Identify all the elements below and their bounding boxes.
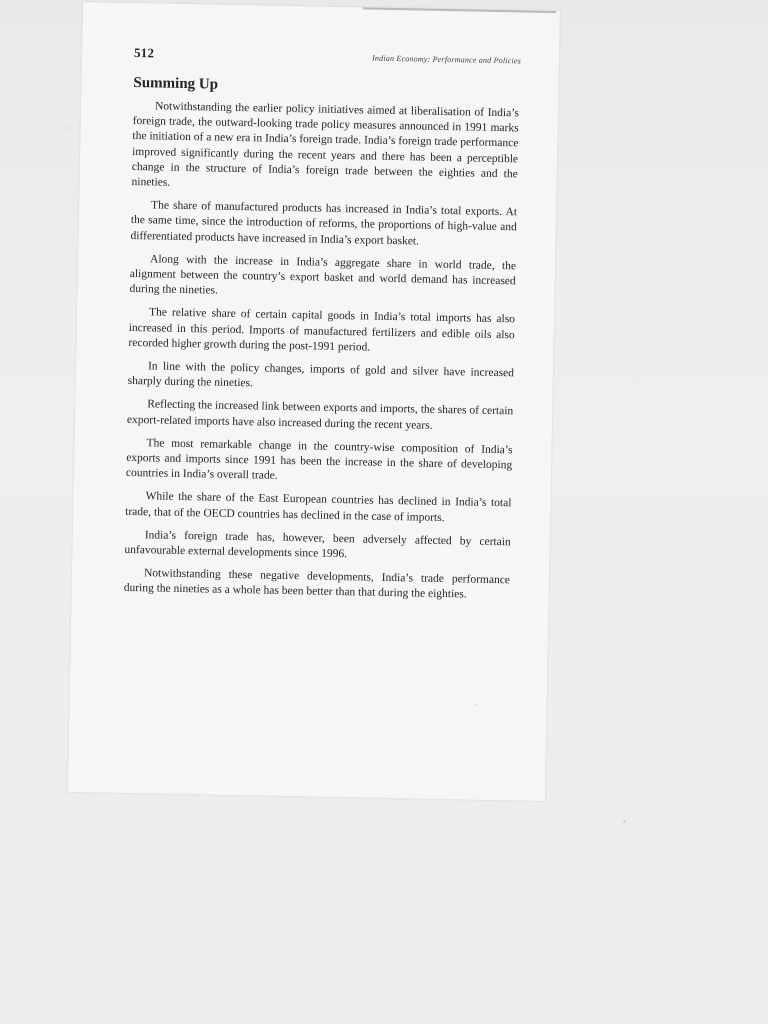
page-number: 512 — [133, 44, 155, 61]
book-title: Indian Economy: Performance and Policies — [372, 53, 522, 66]
scan-speck — [475, 704, 477, 706]
section-body — [123, 99, 519, 612]
running-head — [134, 45, 521, 72]
paragraph-2: The share of manufactured products has increased in India’s total exports. At the same time, since the introduction of reforms, the proportions of high-value and differentiated products have increased in India’s export basket. — [130, 199, 518, 248]
paragraph-10: Notwithstanding these negative developments, India’s trade performance during the nineties as a whole has been better than that during the eighties. — [123, 567, 511, 601]
book-page — [68, 2, 560, 801]
paragraph-6: Reflecting the increased link between exports and imports, the shares of certain export-related imports have also increased during the recent years. — [126, 398, 514, 432]
paragraph-4: The relative share of certain capital goods in India’s total imports has also increased in this period. Imports of manufactured fertilizers and edible oils also recorded higher growth during the post-1991 period. — [128, 306, 516, 354]
scan-speck — [623, 820, 626, 823]
paragraph-1: Notwithstanding the earlier policy initiatives aimed at liberalisation of India’s foreign trade, the outward-looking trade policy measures announced in 1991 marks the initiation of a new era in India’s foreign trade. India’s foreign trade performance improved significantly during the recent years and there has been a perceptible change in the structure of India’s foreign trade between the eighties and the nineties. — [131, 100, 520, 189]
paragraph-5: In line with the policy changes, imports of gold and silver have increased sharply during the nineties. — [127, 360, 515, 390]
paragraph-7: The most remarkable change in the country-wise composition of India’s exports and imports since 1991 has been the increase in the share of developing countries in India’s overall trade. — [125, 437, 513, 483]
scan-speck — [68, 127, 70, 129]
section-title: Summing Up — [133, 74, 219, 93]
paragraph-8: While the share of the East European countries has declined in India’s total trade, that of the OECD countries has declined in the case of imports. — [125, 490, 512, 524]
paragraph-3: Along with the increase in India’s aggregate share in world trade, the alignment between the country’s export basket and world demand has increased during the nineties. — [129, 253, 517, 297]
paragraph-9: India’s foreign trade has, however, been adversely affected by certain unfavourable external developments since 1996. — [124, 529, 511, 561]
